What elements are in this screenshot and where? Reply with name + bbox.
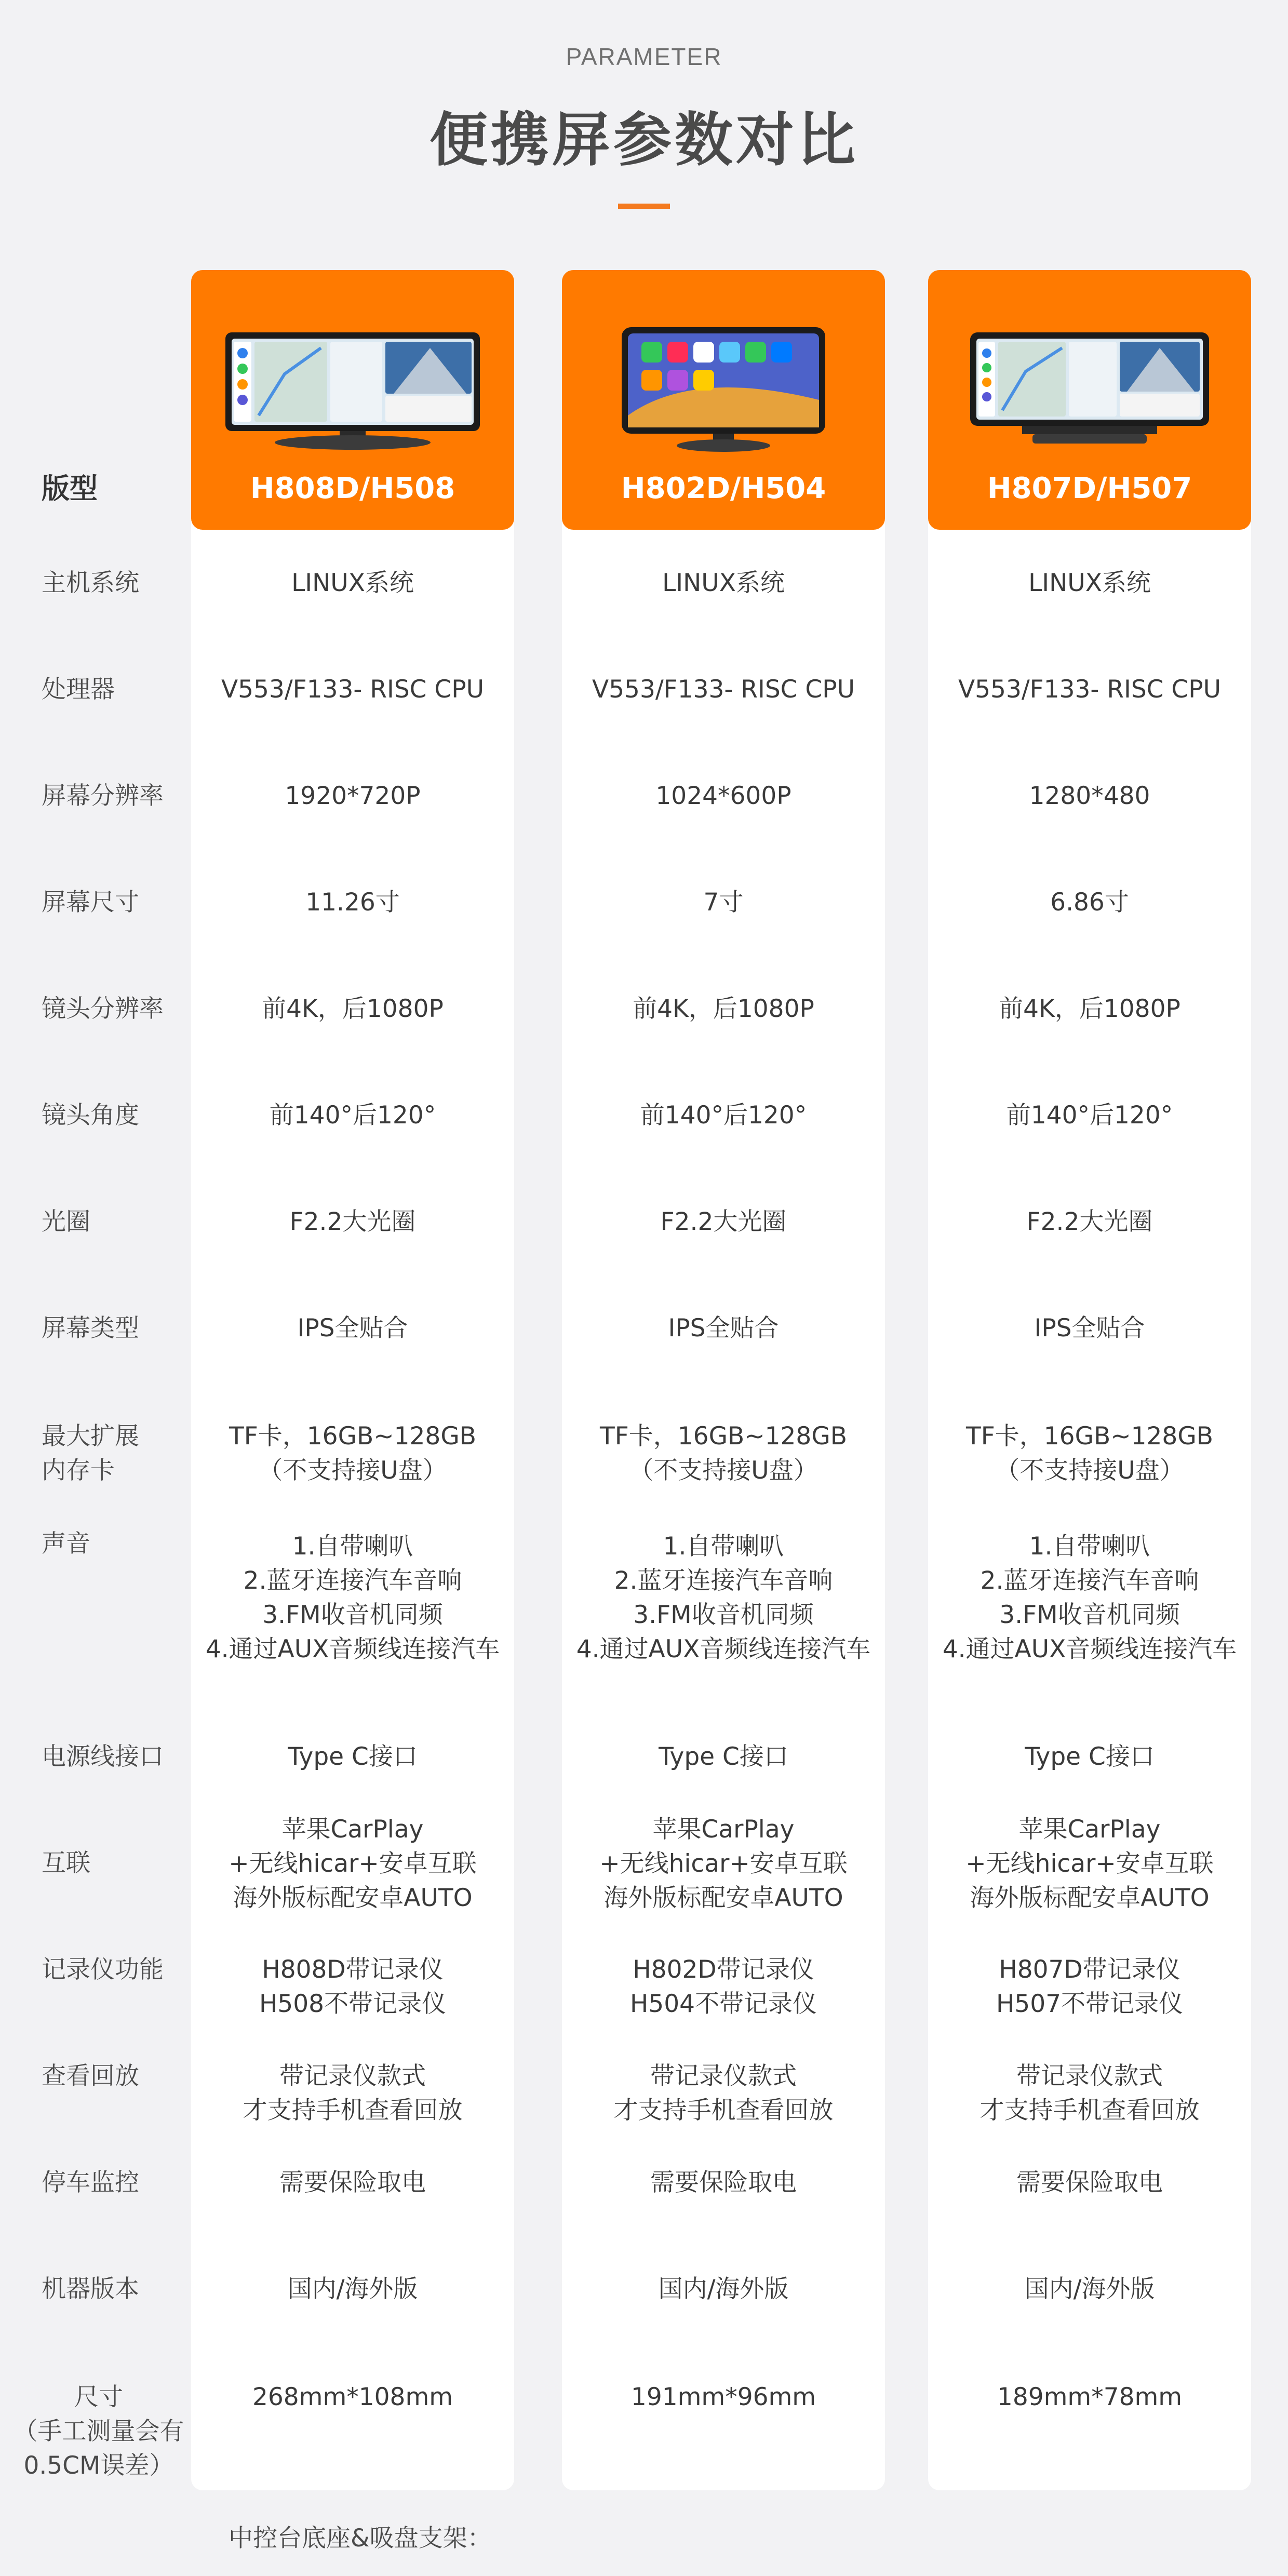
page-title: 便携屏参数对比 [430,106,858,174]
label-dimensions: 尺寸 （手工测量会有 0.5CM误差） [13,2383,184,2480]
cell-resolution: 1280*480 [1029,782,1150,810]
cell-screen-type: IPS全贴合 [297,1314,408,1343]
cell-camera-resolution: 前4K，后1080P [999,995,1180,1023]
cell-cpu: V553/F133- RISC CPU [221,675,484,704]
label-power-port: 电源线接口 [42,1742,164,1771]
product-column-2 [562,270,885,2490]
cell-interconnect: 苹果CarPlay +无线hicar+安卓互联 海外版标配安卓AUTO [229,1815,477,1912]
label-version: 机器版本 [42,2275,139,2303]
cell-sound: 1.自带喇叭 2.蓝牙连接汽车音响 3.FM收音机同频 4.通过AUX音频线连接汽车 [576,1532,871,1663]
label-playback: 查看回放 [42,2062,139,2090]
label-camera-resolution: 镜头分辨率 [42,995,164,1023]
label-aperture: 光圈 [42,1208,90,1236]
cell-camera-resolution: 前4K，后1080P [262,995,444,1023]
cell-sound: 1.自带喇叭 2.蓝牙连接汽车音响 3.FM收音机同频 4.通过AUX音频线连接汽车 [205,1532,500,1663]
label-camera-angle: 镜头角度 [42,1101,139,1130]
cell-dimensions: 191mm*96mm [630,2383,816,2411]
label-resolution: 屏幕分辨率 [42,782,164,810]
cell-dimensions: 189mm*78mm [997,2383,1183,2411]
label-cpu: 处理器 [42,675,115,704]
label-sound: 声音 [42,1530,90,1558]
cell-cpu: V553/F133- RISC CPU [958,675,1221,704]
label-os: 主机系统 [42,569,139,597]
product-column-1 [191,270,514,2490]
label-model: 版型 [42,472,98,505]
cell-version: 国内/海外版 [658,2275,789,2303]
cell-parking: 需要保险取电 [1016,2168,1163,2197]
cell-os: LINUX系统 [662,569,785,597]
cell-aperture: F2.2大光圈 [1026,1208,1153,1236]
cell-power-port: Type C接口 [288,1742,418,1771]
cell-camera-angle: 前140°后120° [640,1101,807,1130]
cell-playback: 带记录仪款式 才支持手机查看回放 [613,2062,834,2125]
cell-parking: 需要保险取电 [279,2168,426,2197]
cell-power-port: Type C接口 [1025,1742,1155,1771]
cell-sound: 1.自带喇叭 2.蓝牙连接汽车音响 3.FM收音机同频 4.通过AUX音频线连接汽车 [942,1532,1237,1663]
label-recorder: 记录仪功能 [42,1955,164,1984]
model-name-2: H802D/H504 [621,472,826,505]
cell-camera-angle: 前140°后120° [269,1101,436,1130]
cell-aperture: F2.2大光圈 [660,1208,787,1236]
cell-os: LINUX系统 [1028,569,1151,597]
label-parking: 停车监控 [42,2168,139,2197]
cell-memory: TF卡，16GB~128GB （不支持接U盘） [966,1422,1213,1485]
cell-power-port: Type C接口 [659,1742,788,1771]
label-screen-size: 屏幕尺寸 [42,888,139,917]
cell-parking: 需要保险取电 [650,2168,797,2197]
cell-interconnect: 苹果CarPlay +无线hicar+安卓互联 海外版标配安卓AUTO [965,1815,1214,1912]
cell-os: LINUX系统 [291,569,414,597]
label-screen-type: 屏幕类型 [42,1314,139,1343]
device-image-3 [966,312,1213,457]
model-name-1: H808D/H508 [250,472,455,505]
device-image-2 [610,312,837,457]
footer-note: 中控台底座&吸盘支架： [229,2524,492,2553]
cell-memory: TF卡，16GB~128GB （不支持接U盘） [600,1422,847,1485]
section-kicker: PARAMETER [566,43,722,70]
cell-recorder: H807D带记录仪 H507不带记录仪 [996,1955,1184,2018]
cell-recorder: H802D带记录仪 H504不带记录仪 [629,1955,817,2018]
cell-resolution: 1024*600P [655,782,791,810]
cell-resolution: 1920*720P [285,782,421,810]
cell-memory: TF卡，16GB~128GB （不支持接U盘） [229,1422,476,1485]
cell-screen-size: 11.26寸 [305,888,400,917]
cell-version: 国内/海外版 [287,2275,418,2303]
cell-interconnect: 苹果CarPlay +无线hicar+安卓互联 海外版标配安卓AUTO [599,1815,848,1912]
label-memory: 最大扩展 内存卡 [42,1422,139,1485]
cell-playback: 带记录仪款式 才支持手机查看回放 [980,2062,1200,2125]
device-image-1 [222,312,483,452]
title-underline [618,204,670,209]
cell-camera-angle: 前140°后120° [1006,1101,1173,1130]
cell-playback: 带记录仪款式 才支持手机查看回放 [243,2062,463,2125]
model-name-3: H807D/H507 [987,472,1192,505]
cell-screen-type: IPS全贴合 [668,1314,779,1343]
cell-screen-size: 7寸 [703,888,744,917]
cell-recorder: H808D带记录仪 H508不带记录仪 [259,1955,447,2018]
cell-cpu: V553/F133- RISC CPU [592,675,855,704]
cell-aperture: F2.2大光圈 [289,1208,416,1236]
cell-screen-type: IPS全贴合 [1034,1314,1145,1343]
product-column-3 [928,270,1251,2490]
cell-version: 国内/海外版 [1024,2275,1155,2303]
label-interconnect: 互联 [42,1849,90,1877]
cell-camera-resolution: 前4K，后1080P [633,995,814,1023]
cell-dimensions: 268mm*108mm [252,2383,453,2411]
cell-screen-size: 6.86寸 [1050,888,1129,917]
